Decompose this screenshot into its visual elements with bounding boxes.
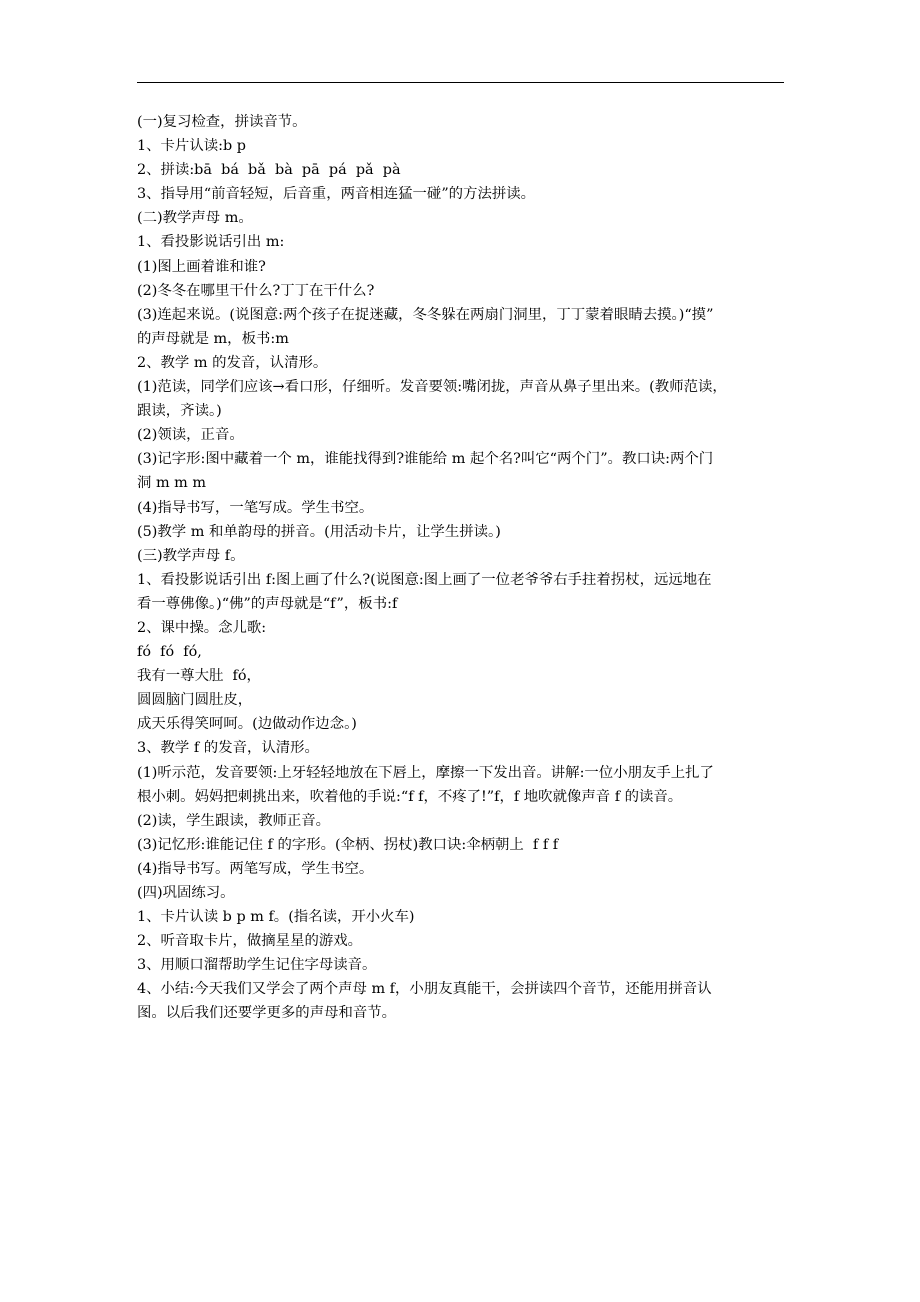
text-line: (三)教学声母 f。 — [137, 547, 245, 564]
text-line: 我有一尊大肚 fó， — [137, 668, 261, 685]
header-rule — [137, 82, 784, 83]
text-line: 图。以后我们还要学更多的声母和音节。 — [137, 1005, 397, 1022]
document-body — [137, 110, 787, 1026]
text-line: (2)冬冬在哪里干什么?丁丁在干什么? — [137, 282, 375, 299]
text-line: (4)指导书写，一笔写成。学生书空。 — [137, 499, 374, 516]
text-line: (2)读，学生跟读，教师正音。 — [137, 812, 331, 829]
text-line: 2、拼读:bā bá bǎ bà pā pá pǎ pà — [137, 162, 401, 179]
text-line: 成天乐得笑呵呵。(边做动作边念。) — [137, 716, 357, 733]
text-line: (3)记忆形:谁能记住 f 的字形。(伞柄、拐杖)教口诀:伞柄朝上 f f f — [137, 836, 559, 853]
text-line: 3、教学 f 的发音，认清形。 — [137, 740, 319, 757]
text-line: 3、用顺口溜帮助学生记住字母读音。 — [137, 957, 377, 974]
text-line: fó fó fó, — [137, 644, 202, 661]
text-line: (2)领读，正音。 — [137, 427, 244, 444]
text-line: (5)教学 m 和单韵母的拼音。(用活动卡片，让学生拼读。) — [137, 523, 501, 540]
text-line: (一)复习检查，拼读音节。 — [137, 114, 307, 130]
text-line: 2、课中操。念儿歌: — [137, 619, 267, 636]
text-line: 看一尊佛像。)“佛”的声母就是“f”，板书:f — [137, 595, 398, 612]
text-line: (四)巩固练习。 — [137, 885, 235, 901]
text-line: (1)听示范，发音要领:上牙轻轻地放在下唇上，摩擦一下发出音。讲解:一位小朋友手上扎了 — [137, 764, 714, 781]
text-line: (4)指导书写。两笔写成，学生书空。 — [137, 860, 374, 877]
text-line: (3)连起来说。(说图意:两个孩子在捉迷藏，冬冬躲在两扇门洞里，丁丁蒙着眼睛去摸。)“摸” — [137, 306, 714, 323]
text-line: 1、卡片认读:b p — [137, 138, 246, 155]
text-line: 跟读，齐读。) — [137, 403, 222, 420]
text-line: (3)记字形:图中藏着一个 m，谁能找得到?谁能给 m 起个名?叫它“两个门”。教口诀:两个门 — [137, 451, 714, 468]
text-line: 的声母就是 m，板书:m — [137, 330, 289, 347]
text-line: 1、看投影说话引出 m: — [137, 234, 285, 251]
text-line: 4、小结:今天我们又学会了两个声母 m f，小朋友真能干，会拼读四个音节，还能用拼音认 — [137, 981, 712, 998]
text-line: 2、教学 m 的发音，认清形。 — [137, 354, 328, 371]
text-line: 圆圆脑门圆肚皮， — [137, 692, 253, 709]
text-line: 2、听音取卡片，做摘星星的游戏。 — [137, 933, 363, 950]
text-line: 根小刺。妈妈把刺挑出来，吹着他的手说:“f f，不疼了!”f，f 地吹就像声音 f 的读音。 — [137, 788, 683, 805]
text-line: 3、指导用“前音轻短，后音重，两音相连猛一碰”的方法拼读。 — [137, 186, 536, 203]
text-line: 1、看投影说话引出 f:图上画了什么?(说图意:图上画了一位老爷爷右手拄着拐杖，远远地在 — [137, 571, 712, 588]
text-line: 1、卡片认读 b p m f。(指名读，开小火车) — [137, 909, 415, 926]
text-line: (1)图上画着谁和谁? — [137, 258, 266, 275]
text-line: (1)范读，同学们应该→看口形，仔细听。发音要领:嘴闭拢，声音从鼻子里出来。(教师范读， — [137, 379, 727, 396]
text-line: 洞 m m m — [137, 475, 207, 492]
text-line: (二)教学声母 m。 — [137, 210, 253, 227]
